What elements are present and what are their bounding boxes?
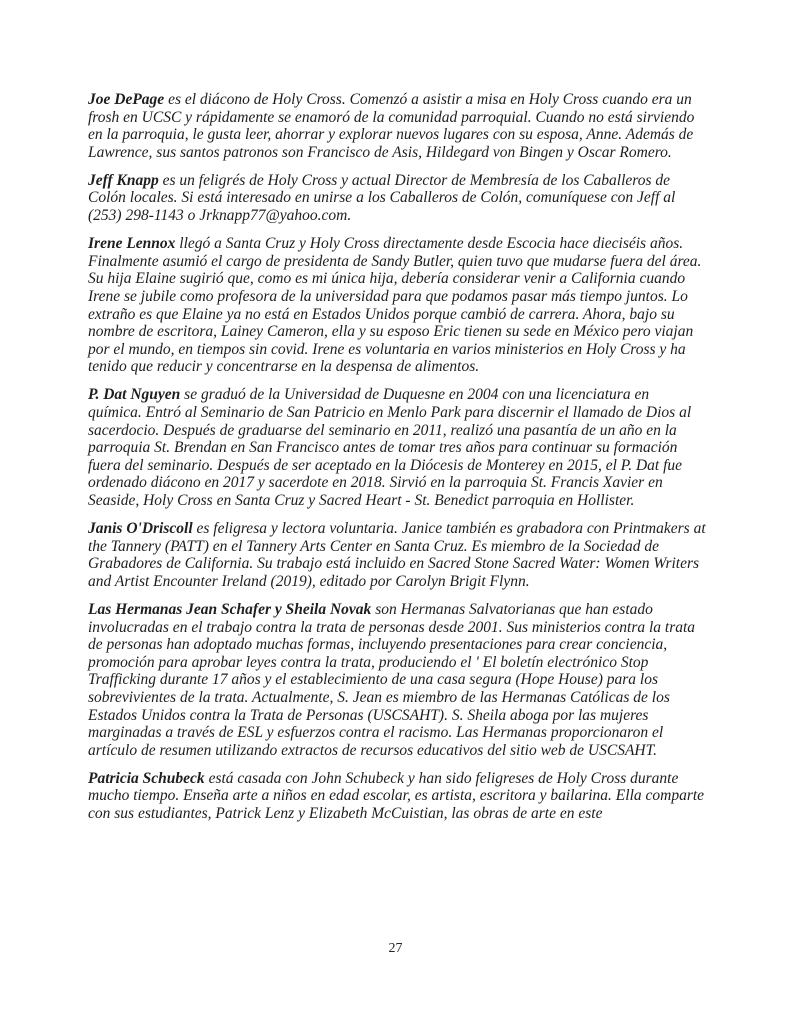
bio-irene-lennox	[88, 235, 706, 376]
page-number: 27	[388, 941, 403, 956]
bio-text: es un feligrés de Holy Cross y actual Director de Membresía de los Caballeros de Colón locales. Si está interesado en unirse a los Caballeros de Colón, comuníquese con Jeff al (253) 298-1143 o Jrknapp77@yahoo.com.	[88, 171, 676, 225]
bio-patricia-schubeck	[88, 770, 706, 823]
bio-text: está casada con John Schubeck y han sido feligreses de Holy Cross durante mucho tiempo. Enseña arte a niños en edad escolar, es artista, escritora y bailarina. Ella comparte con sus estudiantes, Patrick Lenz y Elizabeth McCuistian, las obras de arte en este	[88, 769, 705, 822]
bio-text: se graduó de la Universidad de Duquesne en 2004 con una licenciatura en química. Entró al Seminario de San Patricio en Menlo Park para discernir el llamado de Dios al sacerdocio. Después de graduarse del seminario en 2011, realizó una pasantía de un año en la parroquia St. Brendan en San Francisco antes de tomar tres años para continuar su formación fuera del seminario. Después de ser aceptado en la Diócesis de Monterey en 2015, el P. Dat fue ordenado diácono en 2017 y sacerdote en 2018. Sirvió en la parroquia St. Francis Xavier en Seaside, Holy Cross en Santa Cruz y Sacred Heart - St. Benedict parroquia en Hollister.	[88, 386, 692, 509]
bio-text: es feligresa y lectora voluntaria. Janice también es grabadora con Printmakers at the Tannery (PATT) en el Tannery Arts Center en Santa Cruz. Es miembro de la Sociedad de Grabadores de California. Su trabajo está incluido en Sacred Stone Sacred Water: Women Writers and Artist Encounter Ireland (2019), editado por Carolyn Brigit Flynn.	[88, 520, 706, 590]
bio-jeff-knapp	[88, 172, 706, 225]
bio-janis-odriscoll	[88, 520, 706, 590]
bio-text: son Hermanas Salvatorianas que han estado involucradas en el trabajo contra la trata de personas desde 2001. Sus ministerios contra la trata de personas han adoptado muchas formas, incluyendo presentaciones para crear conciencia, promoción para aprobar leyes contra la trata, produciendo el ' El boletín electrónico Stop Trafficking durante 17 años y el establecimiento de una casa segura (Hope House) para los sobrevivientes de la trata. Actualmente, S. Jean es miembro de las Hermanas Católicas de los Estados Unidos contra la Trata de Personas (USCSAHT). S. Sheila aboga por las mujeres marginadas a través de ESL y esfuerzos contra el racismo. Las Hermanas proporcionaron el artículo de resumen utilizando extractos de recursos educativos del sitio web de USCSAHT.	[88, 600, 696, 759]
person-name: Janis O'Driscoll	[88, 520, 193, 538]
person-name: Irene Lennox	[88, 235, 176, 253]
person-name: Las Hermanas Jean Schafer y Sheila Novak	[88, 600, 372, 618]
bio-joe-depage	[88, 91, 706, 161]
bio-p-dat-nguyen	[88, 386, 706, 509]
bio-text: es el diácono de Holy Cross. Comenzó a asistir a misa en Holy Cross cuando era un frosh en UCSC y rápidamente se enamoró de la comunidad parroquial. Cuando no está sirviendo en la parroquia, le gusta leer, ahorrar y explorar nuevos lugares con su esposa, Anne. Además de Lawrence, sus santos patronos son Francisco de Asis, Hildegard von Bingen y Oscar Romero.	[88, 91, 695, 161]
person-name: Patricia Schubeck	[88, 769, 205, 787]
person-name: Joe DePage	[88, 91, 165, 108]
person-name: P. Dat Nguyen	[88, 386, 181, 404]
person-name: Jeff Knapp	[88, 171, 159, 189]
bio-text: llegó a Santa Cruz y Holy Cross directamente desde Escocia hace dieciséis años. Finalmente asumió el cargo de presidenta de Sandy Butler, quien tuvo que mudarse fuera del área. Su hija Elaine sugirió que, como es mi única hija, debería considerar venir a California cuando Irene se jubile como profesora de la universidad para que podamos pasar más tiempo juntos. Lo extraño es que Elaine ya no está en Estados Unidos porque cambió de carrera. Ahora, bajo su nombre de escritora, Lainey Cameron, ella y su esposo Eric tienen su sede en México pero viajan por el mundo, en tiempos sin covid. Irene es voluntaria en varios ministerios en Holy Cross y ha tenido que reducir y concentrarse en la despensa de alimentos.	[88, 235, 702, 376]
bio-hermanas-schafer-novak	[88, 601, 706, 759]
page-content	[88, 91, 706, 833]
